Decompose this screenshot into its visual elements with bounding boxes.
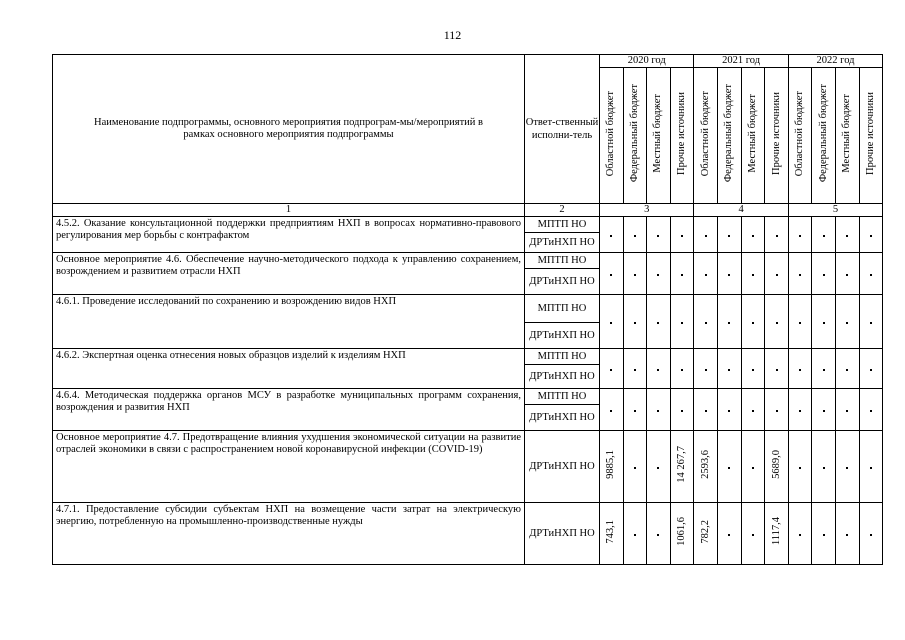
value-dot <box>694 295 718 349</box>
col-number-4: 4 <box>694 204 788 217</box>
value-dot <box>647 503 671 565</box>
header-responsible: Ответ-ственный исполни-тель <box>525 55 600 204</box>
value-dot <box>812 253 836 295</box>
value-dot <box>623 295 647 349</box>
value-dot <box>600 389 624 431</box>
value-dot <box>718 389 742 431</box>
value-dot <box>836 217 860 253</box>
table-row <box>53 253 883 269</box>
value-dot <box>741 431 765 503</box>
value-dot <box>718 349 742 389</box>
row-name: 4.6.2. Экспертная оценка отнесения новых образцов изделий к изделиям НХП <box>53 349 525 389</box>
value-dot <box>765 253 789 295</box>
header-budget-2: Местный бюджет <box>647 68 671 204</box>
value-dot <box>765 217 789 253</box>
value-dot <box>647 295 671 349</box>
value-dot <box>836 503 860 565</box>
table-row <box>53 349 883 365</box>
table-body <box>53 217 883 565</box>
value-dot <box>670 253 694 295</box>
row-responsible: ДРТиНХП НО <box>525 269 600 295</box>
column-number-row <box>53 204 883 217</box>
value-dot <box>694 349 718 389</box>
value-dot <box>812 389 836 431</box>
value-dot <box>623 503 647 565</box>
row-name: 4.5.2. Оказание консультационной поддержки предприятиям НХП в вопросах нормативно-правового регулирования мер борьбы с контрафактом <box>53 217 525 253</box>
budget-table <box>52 54 883 565</box>
value-dot <box>836 389 860 431</box>
table-row <box>53 217 883 233</box>
value-dot <box>670 349 694 389</box>
value-dot <box>741 253 765 295</box>
value-cell: 1117,4 <box>765 503 789 565</box>
row-name: 4.6.1. Проведение исследований по сохранению и возрождению видов НХП <box>53 295 525 349</box>
value-dot <box>788 295 812 349</box>
value-dot <box>859 389 883 431</box>
header-budget-7: Прочие источники <box>765 68 789 204</box>
value-cell: 782,2 <box>694 503 718 565</box>
row-responsible: ДРТиНХП НО <box>525 323 600 349</box>
value-cell: 743,1 <box>600 503 624 565</box>
header-budget-8: Областной бюджет <box>788 68 812 204</box>
header-budget-9: Федеральный бюджет <box>812 68 836 204</box>
value-dot <box>836 349 860 389</box>
value-dot <box>718 253 742 295</box>
value-dot <box>788 349 812 389</box>
value-dot <box>812 295 836 349</box>
row-responsible: МПТП НО <box>525 217 600 233</box>
header-budget-4: Областной бюджет <box>694 68 718 204</box>
row-responsible: ДРТиНХП НО <box>525 233 600 253</box>
value-cell: 5689,0 <box>765 431 789 503</box>
value-dot <box>812 217 836 253</box>
col-number-5: 5 <box>788 204 882 217</box>
value-dot <box>718 431 742 503</box>
value-dot <box>859 431 883 503</box>
row-responsible: ДРТиНХП НО <box>525 503 600 565</box>
value-dot <box>600 349 624 389</box>
value-dot <box>788 431 812 503</box>
value-dot <box>859 349 883 389</box>
value-dot <box>694 253 718 295</box>
table-row <box>53 389 883 405</box>
value-dot <box>600 295 624 349</box>
value-dot <box>788 389 812 431</box>
value-dot <box>836 253 860 295</box>
table-row <box>53 295 883 323</box>
value-dot <box>600 253 624 295</box>
row-responsible: ДРТиНХП НО <box>525 431 600 503</box>
header-budget-11: Прочие источники <box>859 68 883 204</box>
value-dot <box>718 217 742 253</box>
value-dot <box>670 389 694 431</box>
value-dot <box>859 217 883 253</box>
value-dot <box>647 389 671 431</box>
value-dot <box>647 349 671 389</box>
value-dot <box>741 217 765 253</box>
header-year-2020: 2020 год <box>600 55 694 68</box>
value-dot <box>812 349 836 389</box>
row-responsible: ДРТиНХП НО <box>525 405 600 431</box>
value-cell: 1061,6 <box>670 503 694 565</box>
row-responsible: МПТП НО <box>525 389 600 405</box>
value-dot <box>741 349 765 389</box>
value-dot <box>623 253 647 295</box>
value-dot <box>623 217 647 253</box>
header-budget-3: Прочие источники <box>670 68 694 204</box>
value-dot <box>670 217 694 253</box>
header-name: Наименование подпрограммы, основного мероприятия подпрограм-мы/мероприятий в рамках основного мероприятия подпрограммы <box>53 55 525 204</box>
col-number-3: 3 <box>600 204 694 217</box>
value-cell: 14 267,7 <box>670 431 694 503</box>
value-dot <box>859 503 883 565</box>
row-name: 4.6.4. Методическая поддержка органов МСУ в разработке муниципальных программ сохранения, возрождения и развития НХП <box>53 389 525 431</box>
row-responsible: МПТП НО <box>525 253 600 269</box>
value-dot <box>836 295 860 349</box>
value-dot <box>647 431 671 503</box>
value-dot <box>741 295 765 349</box>
value-dot <box>694 389 718 431</box>
value-dot <box>741 503 765 565</box>
row-responsible: МПТП НО <box>525 349 600 365</box>
value-dot <box>765 349 789 389</box>
value-dot <box>670 295 694 349</box>
header-budget-5: Федеральный бюджет <box>718 68 742 204</box>
table-row <box>53 431 883 503</box>
value-cell: 2593,6 <box>694 431 718 503</box>
value-dot <box>623 389 647 431</box>
value-dot <box>859 253 883 295</box>
page-number: 112 <box>443 28 462 42</box>
value-cell: 9885,1 <box>600 431 624 503</box>
col-number-1: 1 <box>53 204 525 217</box>
value-dot <box>623 431 647 503</box>
value-dot <box>718 503 742 565</box>
row-name: Основное мероприятие 4.7. Предотвращение влияния ухудшения экономической ситуации на развитие отраслей экономики в связи с распространением новой коронавирусной инфекции (COVID-19) <box>53 431 525 503</box>
value-dot <box>647 253 671 295</box>
row-responsible: МПТП НО <box>525 295 600 323</box>
value-dot <box>718 295 742 349</box>
value-dot <box>859 295 883 349</box>
row-responsible: ДРТиНХП НО <box>525 365 600 389</box>
value-dot <box>600 217 624 253</box>
value-dot <box>741 389 765 431</box>
value-dot <box>647 217 671 253</box>
header-budget-1: Федеральный бюджет <box>623 68 647 204</box>
header-year-2021: 2021 год <box>694 55 788 68</box>
value-dot <box>788 253 812 295</box>
value-dot <box>765 295 789 349</box>
header-budget-10: Местный бюджет <box>836 68 860 204</box>
value-dot <box>765 389 789 431</box>
value-dot <box>788 503 812 565</box>
table-row <box>53 503 883 565</box>
value-dot <box>623 349 647 389</box>
value-dot <box>788 217 812 253</box>
value-dot <box>812 431 836 503</box>
value-dot <box>836 431 860 503</box>
row-name: Основное мероприятие 4.6. Обеспечение научно-методического подхода к управлению сохранением, возрождением и развитием отрасли НХП <box>53 253 525 295</box>
value-dot <box>812 503 836 565</box>
header-budget-6: Местный бюджет <box>741 68 765 204</box>
header-budget-0: Областной бюджет <box>600 68 624 204</box>
value-dot <box>694 217 718 253</box>
row-name: 4.7.1. Предоставление субсидии субъектам НХП на возмещение части затрат на электрическую энергию, потребленную на промышленно-производственные нужды <box>53 503 525 565</box>
col-number-2: 2 <box>525 204 600 217</box>
header-year-2022: 2022 год <box>788 55 882 68</box>
